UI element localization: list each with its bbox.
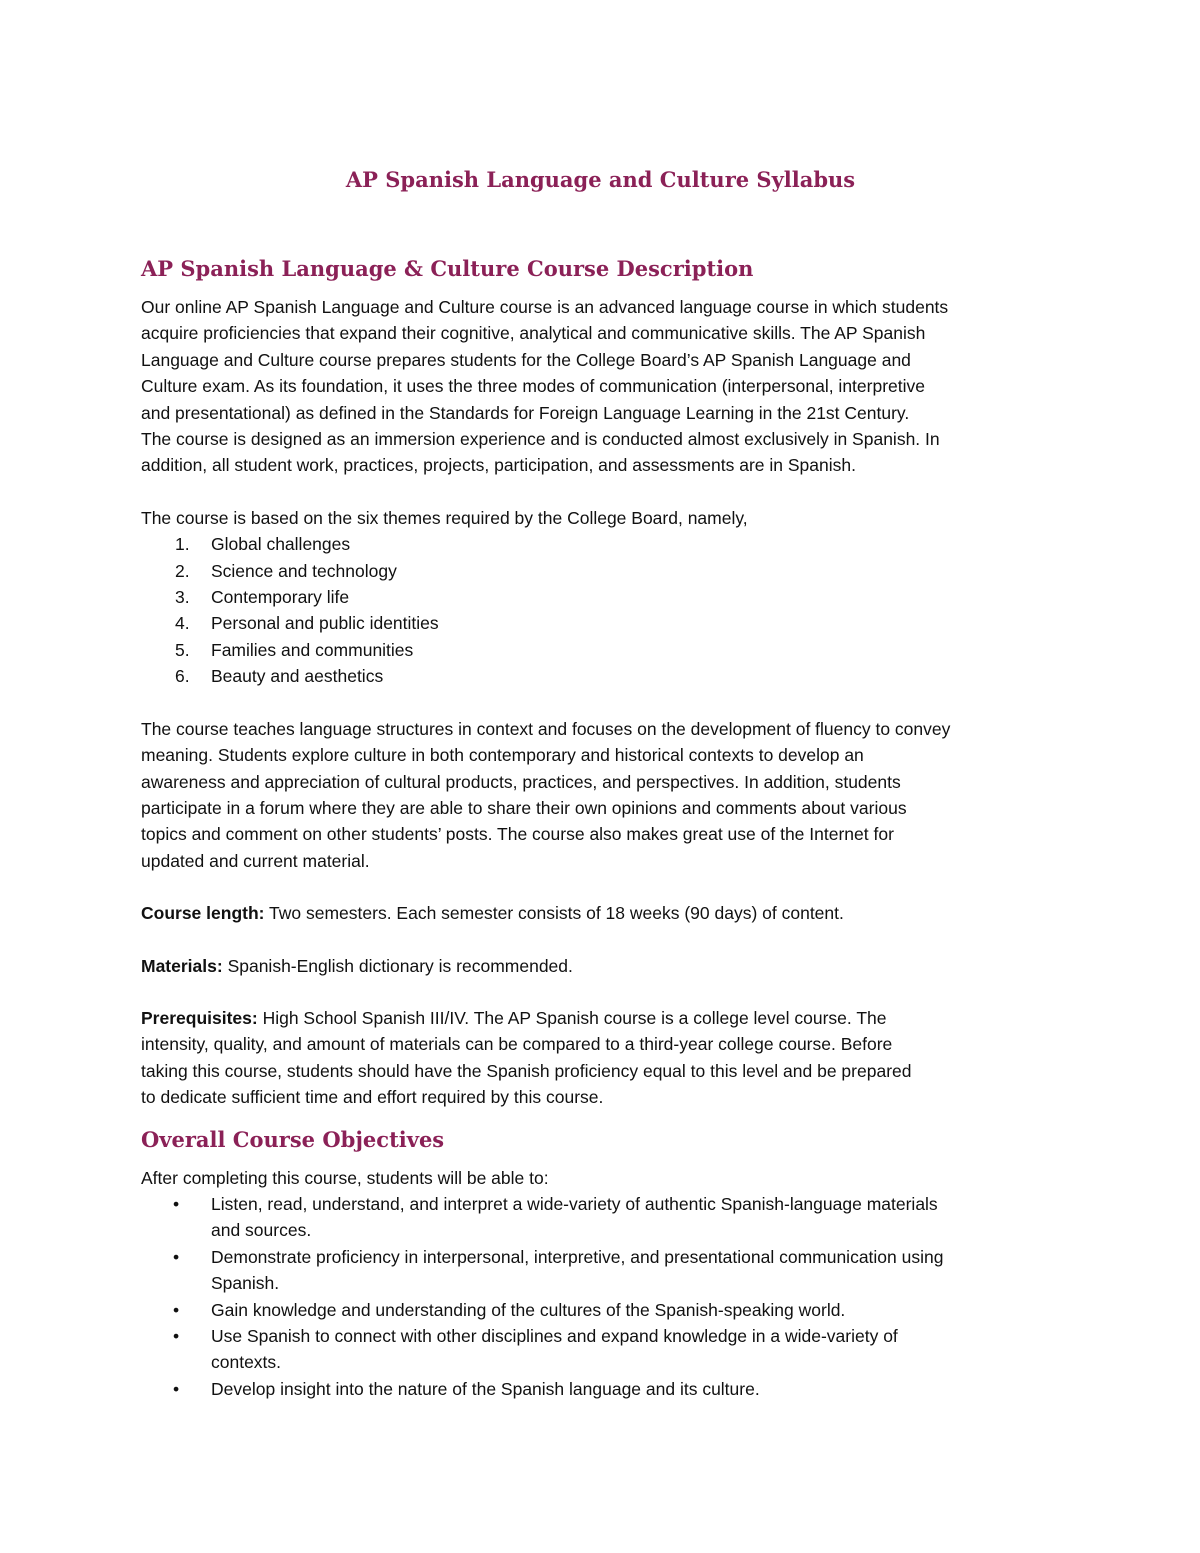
spacer xyxy=(141,1111,1060,1125)
list-item-text: Science and technology xyxy=(211,560,397,581)
list-item-text: Global challenges xyxy=(211,534,351,555)
description-line: Culture exam. As its foundation, it uses the three modes of communication (interpersonal, interpretive xyxy=(141,376,926,397)
structure-line: meaning. Students explore culture in both contemporary and historical contexts to develop an xyxy=(141,745,864,766)
materials-line xyxy=(141,953,1060,979)
list-number: 1. xyxy=(175,534,190,555)
themes-list xyxy=(141,531,1060,689)
list-item xyxy=(141,1323,1060,1376)
list-item-text: and sources. xyxy=(211,1220,312,1241)
prerequisites-line xyxy=(141,1005,1060,1031)
materials-label: Materials: xyxy=(141,955,223,976)
list-item xyxy=(141,558,1060,584)
description-line: Language and Culture course prepares students for the College Board’s AP Spanish Language and xyxy=(141,349,911,370)
list-item xyxy=(141,1191,1060,1244)
description-line: acquire proficiencies that expand their cognitive, analytical and communicative skills. The AP Spanish xyxy=(141,323,926,344)
list-item-text: contexts. xyxy=(211,1352,282,1373)
course-length-label: Course length: xyxy=(141,903,265,924)
course-length-line xyxy=(141,900,1060,926)
structure-line: updated and current material. xyxy=(141,850,370,871)
list-item-text: Use Spanish to connect with other disciplines and expand knowledge in a wide-variety of xyxy=(211,1326,898,1346)
spacer xyxy=(141,874,1060,900)
document-title: AP Spanish Language and Culture Syllabus xyxy=(345,167,856,192)
list-item xyxy=(141,1244,1060,1297)
spacer xyxy=(141,979,1060,1005)
prerequisites-label: Prerequisites: xyxy=(141,1007,258,1028)
spacer xyxy=(141,690,1060,716)
prerequisites-value: High School Spanish III/IV. The AP Spanish course is a college level course. The xyxy=(257,1007,887,1028)
list-item xyxy=(141,663,1060,689)
description-line: Our online AP Spanish Language and Culture course is an advanced language course in which students xyxy=(141,297,949,317)
list-number: 5. xyxy=(175,639,190,660)
list-item-text: Families and communities xyxy=(211,639,414,660)
description-line: The course is designed as an immersion experience and is conducted almost exclusively in Spanish. In xyxy=(141,429,940,450)
spacer xyxy=(141,479,1060,505)
list-item xyxy=(141,1297,1060,1323)
list-number: 2. xyxy=(175,560,190,581)
structure-line: awareness and appreciation of cultural products, practices, and perspectives. In addition, students xyxy=(141,771,901,792)
objectives-intro: After completing this course, students will be able to: xyxy=(141,1167,549,1188)
spacer xyxy=(141,927,1060,953)
list-item-text: Beauty and aesthetics xyxy=(211,666,384,687)
structure-line: The course teaches language structures in context and focuses on the development of fluency to convey xyxy=(141,718,951,739)
course-description-heading: AP Spanish Language & Culture Course Description xyxy=(141,256,754,281)
course-structure-paragraph xyxy=(141,716,1060,874)
list-item xyxy=(141,531,1060,557)
structure-line: participate in a forum where they are able to share their own opinions and comments about various xyxy=(141,797,907,818)
list-item-text: Gain knowledge and understanding of the cultures of the Spanish-speaking world. xyxy=(211,1299,846,1320)
bullet-icon: • xyxy=(173,1299,180,1320)
description-line: addition, all student work, practices, projects, participation, and assessments are in Spanish. xyxy=(141,455,856,476)
list-number: 3. xyxy=(175,587,190,608)
course-length-value: Two semesters. Each semester consists of 18 weeks (90 days) of content. xyxy=(264,903,844,924)
list-item-text: Listen, read, understand, and interpret a wide-variety of authentic Spanish-language materials xyxy=(211,1193,938,1214)
list-item-text: Personal and public identities xyxy=(211,613,439,634)
bullet-icon: • xyxy=(173,1246,180,1267)
list-item xyxy=(141,584,1060,610)
list-number: 4. xyxy=(175,613,190,634)
bullet-icon: • xyxy=(173,1326,180,1346)
prerequisites-paragraph xyxy=(141,1005,1060,1111)
prerequisites-line: intensity, quality, and amount of materials can be compared to a third-year college course. Before xyxy=(141,1034,893,1055)
bullet-icon: • xyxy=(173,1378,180,1399)
list-item xyxy=(141,1376,1060,1402)
objectives-list xyxy=(141,1191,1060,1402)
list-item-text: Develop insight into the nature of the Spanish language and its culture. xyxy=(211,1378,760,1399)
objectives-heading: Overall Course Objectives xyxy=(141,1126,445,1152)
list-number: 6. xyxy=(175,666,190,687)
list-item xyxy=(141,610,1060,636)
list-item-text: Spanish. xyxy=(211,1273,280,1294)
themes-intro: The course is based on the six themes required by the College Board, namely, xyxy=(141,507,748,528)
prerequisites-line: taking this course, students should have the Spanish proficiency equal to this level and be prepared xyxy=(141,1060,912,1081)
description-line: and presentational) as defined in the Standards for Foreign Language Learning in the 21st Century. xyxy=(141,402,910,423)
list-item xyxy=(141,637,1060,663)
materials-value: Spanish-English dictionary is recommended. xyxy=(222,955,573,976)
prerequisites-line: to dedicate sufficient time and effort required by this course. xyxy=(141,1087,604,1108)
structure-line: topics and comment on other students’ posts. The course also makes great use of the Internet for xyxy=(141,824,894,845)
list-item-text: Demonstrate proficiency in interpersonal, interpretive, and presentational communication using xyxy=(211,1246,944,1267)
list-item-text: Contemporary life xyxy=(211,587,350,608)
bullet-icon: • xyxy=(173,1193,180,1214)
course-description-paragraph xyxy=(141,294,1060,479)
